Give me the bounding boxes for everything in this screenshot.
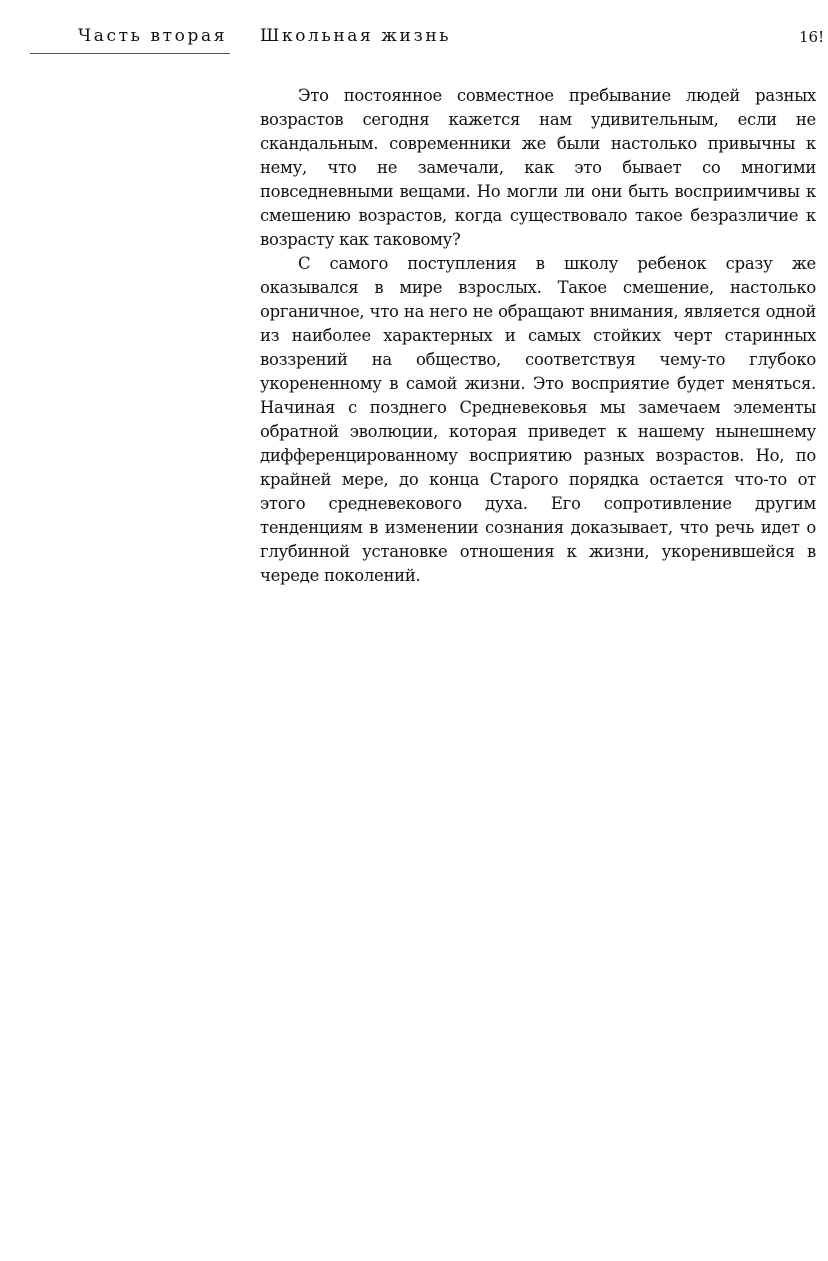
running-header-part: Часть вторая	[78, 26, 228, 46]
header-rule	[30, 53, 230, 54]
running-header-chapter: Школьная жизнь	[260, 26, 452, 46]
page-number: 16!	[799, 28, 825, 46]
paragraph-1: Это постоянное совместное пребывание людей разных возрастов сегодня кажется нам удивительным, если не скандальным. современники же были настолько привычны к нему, что не замечали, как это бывает со многими повседневными вещами. Но могли ли они быть восприимчивы к смешению возрастов, когда существовало такое безразличие к возрасту как таковому?	[260, 86, 816, 249]
text-body	[260, 84, 816, 588]
paragraph-2: С самого поступления в школу ребенок сразу же оказывался в мире взрослых. Такое смешение, настолько органичное, что на него не обращают внимания, является одной из наиболее характерных и самых стойких черт старинных воззрений на общество, соответствуя чему-то глубоко укорененному в самой жизни. Это восприятие будет меняться. Начиная с позднего Средневековья мы замечаем элементы обратной эволюции, которая приведет к нашему нынешнему дифференцированному восприятию разных возрастов. Но, по крайней мере, до конца Старого порядка остается что-то от этого средневекового духа. Его сопротивление другим тенденциям в изменении сознания доказывает, что речь идет о глубинной установке отношения к жизни, укоренившейся в череде поколений.	[260, 254, 816, 585]
